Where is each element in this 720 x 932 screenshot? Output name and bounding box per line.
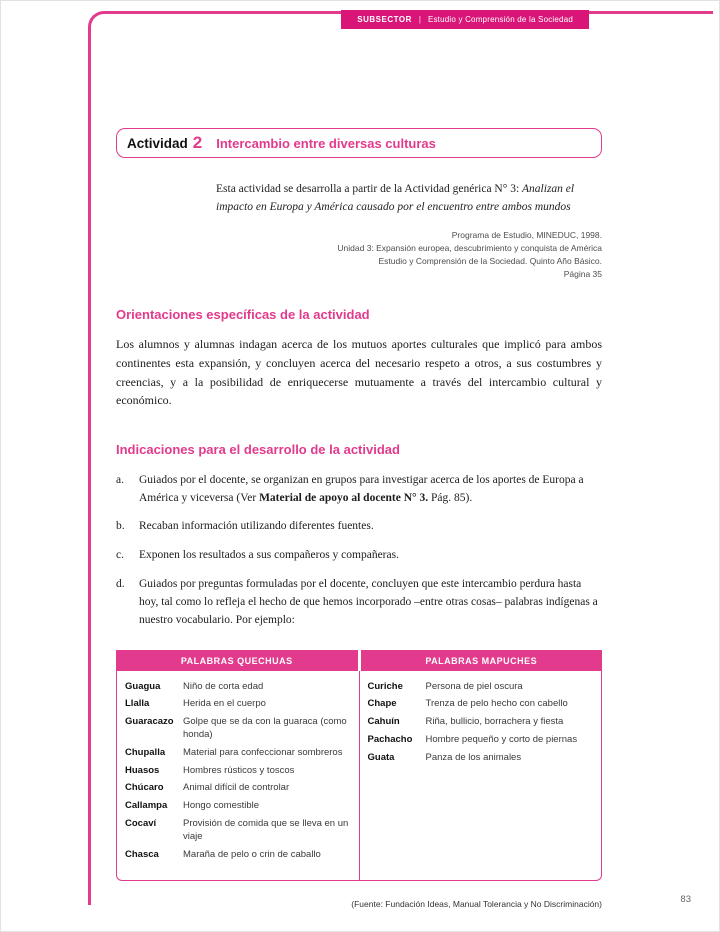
intro-text-italic: Analizan el impacto en Europa y América causado por el encuentro entre ambos mundos [216,183,575,214]
term: Llalla [125,698,150,710]
vocabulary-table [116,650,602,882]
intro-paragraph [216,180,602,217]
orientaciones-body: Los alumnos y alumnas indagan acerca de los mutuos aportes culturales que implicó para ambos continentes esta expansión, y concluyen acerca del necesario respeto a otros, a sus costumbres y creencias, y a la posibilidad de enriquecerse mutuamente a través del intercambio cultural y económico. [116,337,602,408]
list-item-d [116,576,602,629]
term: Guata [367,751,395,763]
table-row [125,800,349,813]
section-heading-indicaciones: Indicaciones para el desarrollo de la actividad [116,441,400,457]
list-item-text [139,472,602,508]
term: Callampa [125,800,168,812]
list-item-c [116,547,602,565]
subsector-label: SUBSECTOR [357,15,412,24]
list-marker: c. [116,549,124,562]
table-header-mapuches: PALABRAS MAPUCHES [361,650,603,671]
list-text-segment: Exponen los resultados a sus compañeros y compañeras. [139,549,399,562]
list-text-segment: Recaban información utilizando diferentes fuentes. [139,520,374,533]
definition: Hongo comestible [183,800,260,812]
term: Cocaví [125,818,157,830]
subsector-header [341,10,589,29]
definition: Trenza de pelo hecho con cabello [425,698,568,710]
table-row [368,716,592,729]
vocabulary-table-body [116,671,602,882]
table-row [125,681,349,694]
table-row [368,698,592,711]
term: Chupalla [125,746,166,758]
list-item-text [139,576,602,629]
list-text-segment: Guiados por preguntas formuladas por el docente, concluyen que este intercambio perdura hasta hoy, tal como lo refleja el hecho de que hemos incorporado –entre otras cosas– palabras indígenas a nuestro vocabulario. Por ejemplo: [139,578,598,626]
mapuche-column [360,671,602,881]
source-line: Página 35 [563,269,602,280]
vocabulary-table-header [116,650,602,671]
list-item-b [116,518,602,536]
table-row [125,849,349,862]
source-line: Unidad 3: Expansión europea, descubrimiento y conquista de América [337,242,602,253]
list-item-text [139,547,602,565]
definition: Golpe que se da con la guaraca (como honda) [183,716,347,740]
activity-number: 2 [192,133,203,152]
table-row [125,782,349,795]
definition: Riña, bullicio, borrachera y fiesta [425,716,564,728]
definition: Panza de los animales [425,751,522,763]
table-row [125,747,349,760]
source-citation [116,229,602,282]
activity-title: Intercambio entre diversas culturas [216,135,436,151]
table-row [368,734,592,747]
term: Cahuín [367,716,400,728]
definition: Animal difícil de controlar [183,782,290,794]
activity-label: Actividad [127,135,188,151]
subsector-separator: | [418,15,421,24]
definition: Maraña de pelo o crin de caballo [183,848,321,860]
list-item-a [116,472,602,508]
definition: Persona de piel oscura [425,680,523,692]
table-row [368,752,592,765]
list-text-segment: Guiados por el docente, se organizan en grupos para investigar acerca de los aportes de Europa a América y viceversa (Ver [139,473,584,504]
table-row [125,716,349,742]
table-source-note: (Fuente: Fundación Ideas, Manual Tolerancia y No Discriminación) [351,899,602,910]
source-line: Estudio y Comprensión de la Sociedad. Quinto Año Básico. [378,256,602,267]
list-marker: b. [116,520,125,533]
term: Chúcaro [125,782,164,794]
definition: Hombres rústicos y toscos [183,764,295,776]
table-row [125,818,349,844]
list-item-text [139,518,602,536]
definition: Material para confeccionar sombreros [183,746,343,758]
term: Guaracazo [125,716,174,728]
activity-steps-list [116,472,602,630]
page-content [116,1,602,909]
intro-text: Esta actividad se desarrolla a partir de la Actividad genérica N° 3: [216,183,523,195]
list-text-segment: Pág. 85). [428,491,473,504]
term: Chape [367,698,397,710]
term: Huasos [125,764,160,776]
term: Curiche [367,680,403,692]
term: Guagua [125,680,161,692]
list-text-bold: Material de apoyo al docente N° 3. [259,491,429,504]
table-row [125,765,349,778]
definition: Niño de corta edad [183,680,264,692]
list-marker: a. [116,473,124,486]
definition: Hombre pequeño y corto de piernas [425,733,578,745]
page-number: 83 [680,894,691,905]
definition: Herida en el cuerpo [183,698,266,710]
definition: Provisión de comida que se lleva en un viaje [183,818,349,842]
term: Pachacho [367,733,413,745]
subsector-value: Estudio y Comprensión de la Sociedad [427,15,573,24]
activity-title-box [116,128,602,158]
quechua-column [117,671,360,881]
list-marker: d. [116,578,125,591]
table-row [368,681,592,694]
table-row [125,698,349,711]
section-heading-orientaciones: Orientaciones específicas de la actividad [116,307,370,323]
term: Chasca [125,848,159,860]
table-header-quechuas: PALABRAS QUECHUAS [116,650,358,671]
source-line: Programa de Estudio, MINEDUC, 1998. [451,229,602,240]
